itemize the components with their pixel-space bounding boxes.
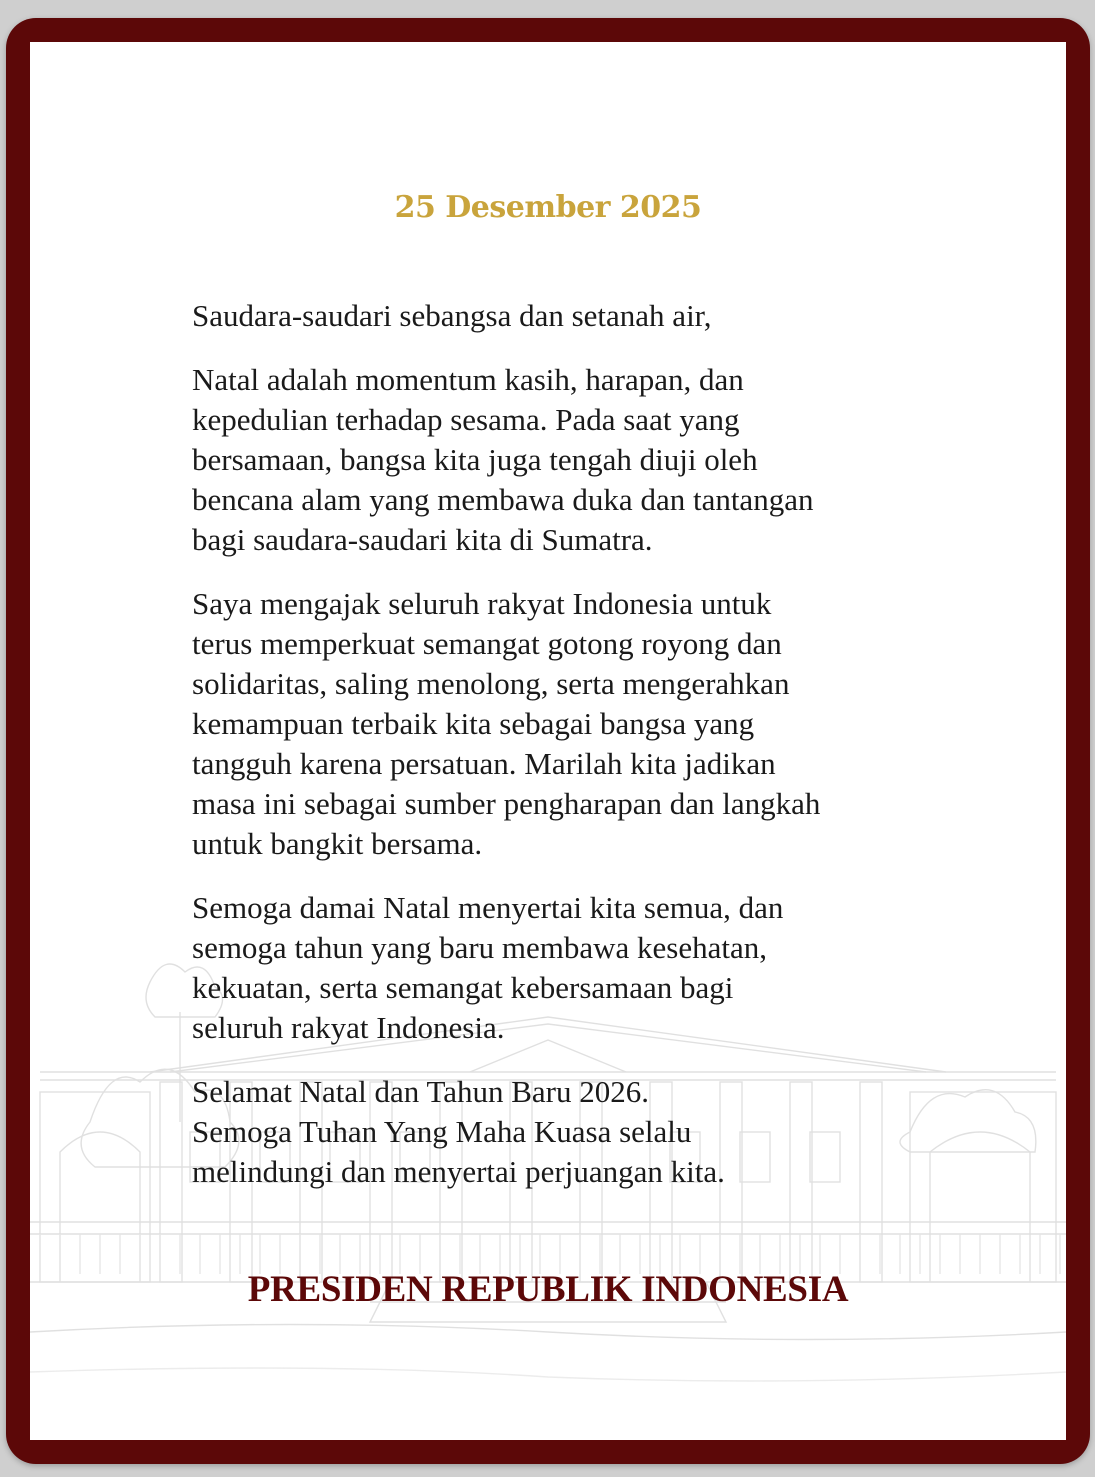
letter-signature: PRESIDEN REPUBLIK INDONESIA bbox=[247, 1269, 849, 1310]
letter-date: 25 Desember 2025 bbox=[394, 190, 702, 225]
letter-greeting: Saudara-saudari sebangsa dan setanah air, bbox=[192, 298, 712, 333]
letter-paragraph: Saya mengajak seluruh rakyat Indonesia untuk terus memperkuat semangat gotong royong dan solidaritas, saling menolong, serta mengerahkan kemampuan terbaik kita sebagai bangsa yang tangguh karena persatuan. Marilah kita jadikan masa ini sebagai sumber pengharapan dan langkah untuk bangkit bersama. bbox=[192, 586, 821, 861]
letter-paper bbox=[30, 42, 1066, 1440]
letter-paragraph: Natal adalah momentum kasih, harapan, dan kepedulian terhadap sesama. Pada saat yang bersamaan, bangsa kita juga tengah diuji oleh bencana alam yang membawa duka dan tantangan bagi saudara-saudari kita di Sumatra. bbox=[192, 362, 814, 557]
letter-frame bbox=[6, 18, 1090, 1464]
letter-body bbox=[192, 296, 912, 1216]
letter-closing: Selamat Natal dan Tahun Baru 2026. Semoga Tuhan Yang Maha Kuasa selalu melindungi dan menyertai perjuangan kita. bbox=[192, 1074, 725, 1189]
letter-paragraph: Semoga damai Natal menyertai kita semua, dan semoga tahun yang baru membawa kesehatan, kekuatan, serta semangat kebersamaan bagi seluruh rakyat Indonesia. bbox=[192, 890, 784, 1045]
